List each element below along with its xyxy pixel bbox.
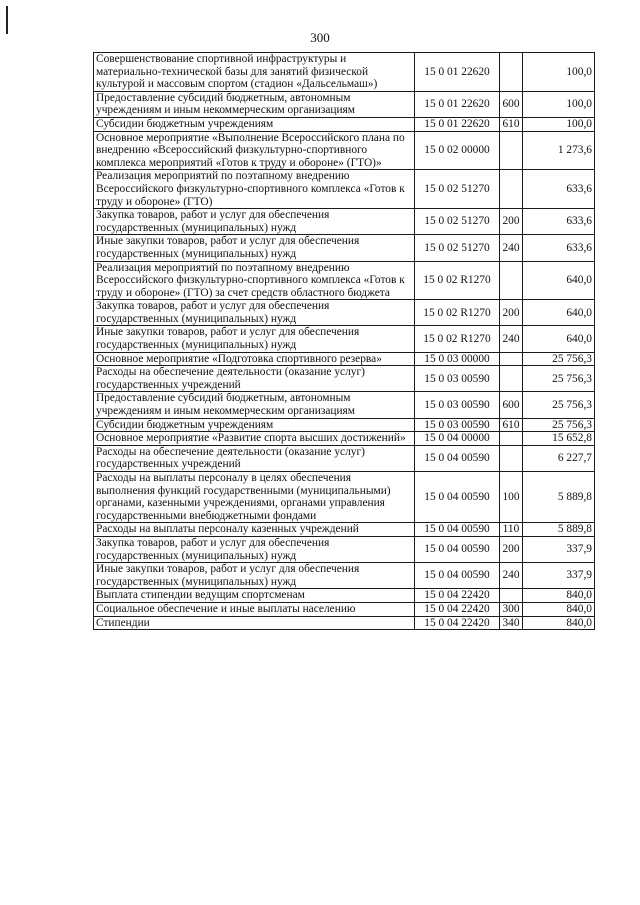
row-code-cell: 15 0 04 00590	[415, 523, 500, 537]
row-name-cell: Расходы на выплаты персоналу казенных учреждений	[94, 523, 415, 537]
table-row	[94, 300, 595, 326]
row-code-cell: 15 0 04 22420	[415, 616, 500, 630]
row-code-cell: 15 0 03 00590	[415, 418, 500, 432]
row-code-cell: 15 0 04 00590	[415, 563, 500, 589]
row-name-cell: Основное мероприятие «Развитие спорта высших достижений»	[94, 432, 415, 446]
row-sum-cell: 100,0	[523, 117, 595, 131]
row-name-cell: Закупка товаров, работ и услуг для обеспечения государственных (муниципальных) нужд	[94, 300, 415, 326]
row-name-cell: Реализация мероприятий по поэтапному внедрению Всероссийского физкультурно-спортивного комплекса «Готов к труду и обороне» (ГТО) за счет средств областного бюджета	[94, 261, 415, 300]
row-code-cell: 15 0 04 00590	[415, 472, 500, 523]
row-type-cell	[500, 366, 523, 392]
row-type-cell: 600	[500, 91, 523, 117]
row-code-cell: 15 0 03 00590	[415, 366, 500, 392]
budget-table	[93, 52, 595, 630]
row-code-cell: 15 0 02 R1270	[415, 326, 500, 352]
row-code-cell: 15 0 04 22420	[415, 602, 500, 616]
row-type-cell: 240	[500, 326, 523, 352]
table-row	[94, 352, 595, 366]
row-name-cell: Иные закупки товаров, работ и услуг для обеспечения государственных (муниципальных) нужд	[94, 235, 415, 261]
row-type-cell	[500, 131, 523, 170]
row-name-cell: Субсидии бюджетным учреждениям	[94, 117, 415, 131]
row-code-cell: 15 0 04 00590	[415, 445, 500, 471]
table-row	[94, 209, 595, 235]
row-sum-cell: 25 756,3	[523, 352, 595, 366]
row-name-cell: Закупка товаров, работ и услуг для обеспечения государственных (муниципальных) нужд	[94, 536, 415, 562]
table-row	[94, 326, 595, 352]
budget-table-body	[94, 53, 595, 630]
row-type-cell: 340	[500, 616, 523, 630]
row-sum-cell: 840,0	[523, 616, 595, 630]
row-code-cell: 15 0 04 00590	[415, 536, 500, 562]
row-type-cell	[500, 170, 523, 209]
row-name-cell: Предоставление субсидий бюджетным, автономным учреждениям и иным некоммерческим организациям	[94, 392, 415, 418]
table-row	[94, 523, 595, 537]
row-sum-cell: 6 227,7	[523, 445, 595, 471]
row-type-cell: 200	[500, 209, 523, 235]
row-name-cell: Расходы на выплаты персоналу в целях обеспечения выполнения функций государственными (муниципальными) органами, казенными учреждениями, органами управления государственными внебюджетными фондами	[94, 472, 415, 523]
row-type-cell	[500, 432, 523, 446]
row-code-cell: 15 0 02 R1270	[415, 300, 500, 326]
table-row	[94, 589, 595, 603]
row-name-cell: Стипендии	[94, 616, 415, 630]
table-row	[94, 91, 595, 117]
row-sum-cell: 100,0	[523, 53, 595, 92]
row-name-cell: Иные закупки товаров, работ и услуг для обеспечения государственных (муниципальных) нужд	[94, 326, 415, 352]
row-type-cell: 600	[500, 392, 523, 418]
row-sum-cell: 100,0	[523, 91, 595, 117]
row-code-cell: 15 0 02 R1270	[415, 261, 500, 300]
row-sum-cell: 633,6	[523, 235, 595, 261]
row-type-cell: 110	[500, 523, 523, 537]
table-row	[94, 117, 595, 131]
row-name-cell: Реализация мероприятий по поэтапному внедрению Всероссийского физкультурно-спортивного комплекса «Готов к труду и обороне» (ГТО)	[94, 170, 415, 209]
row-code-cell: 15 0 02 00000	[415, 131, 500, 170]
row-sum-cell: 5 889,8	[523, 472, 595, 523]
row-type-cell: 240	[500, 235, 523, 261]
row-code-cell: 15 0 01 22620	[415, 117, 500, 131]
table-row	[94, 170, 595, 209]
row-type-cell	[500, 589, 523, 603]
row-type-cell	[500, 445, 523, 471]
row-name-cell: Совершенствование спортивной инфраструктуры и материально-технической базы для занятий физической культурой и массовым спортом (стадион «Дальсельмаш»)	[94, 53, 415, 92]
row-type-cell: 610	[500, 418, 523, 432]
row-type-cell: 200	[500, 300, 523, 326]
row-code-cell: 15 0 02 51270	[415, 209, 500, 235]
row-type-cell	[500, 352, 523, 366]
table-row	[94, 602, 595, 616]
row-sum-cell: 25 756,3	[523, 392, 595, 418]
row-code-cell: 15 0 03 00000	[415, 352, 500, 366]
table-row	[94, 53, 595, 92]
row-sum-cell: 640,0	[523, 300, 595, 326]
table-row	[94, 432, 595, 446]
table-row	[94, 235, 595, 261]
row-type-cell: 200	[500, 536, 523, 562]
row-sum-cell: 633,6	[523, 170, 595, 209]
row-sum-cell: 640,0	[523, 261, 595, 300]
row-code-cell: 15 0 02 51270	[415, 170, 500, 209]
row-code-cell: 15 0 03 00590	[415, 392, 500, 418]
table-row	[94, 366, 595, 392]
row-sum-cell: 633,6	[523, 209, 595, 235]
row-type-cell: 610	[500, 117, 523, 131]
row-sum-cell: 1 273,6	[523, 131, 595, 170]
row-type-cell	[500, 53, 523, 92]
row-type-cell: 100	[500, 472, 523, 523]
row-sum-cell: 640,0	[523, 326, 595, 352]
row-name-cell: Основное мероприятие «Выполнение Всероссийского плана по внедрению «Всероссийский физкультурно-спортивного комплекса мероприятий «Готов к труду и обороне» (ГТО)»	[94, 131, 415, 170]
row-name-cell: Основное мероприятие «Подготовка спортивного резерва»	[94, 352, 415, 366]
page-number: 300	[310, 30, 330, 45]
row-code-cell: 15 0 01 22620	[415, 53, 500, 92]
row-name-cell: Выплата стипендии ведущим спортсменам	[94, 589, 415, 603]
row-code-cell: 15 0 04 00000	[415, 432, 500, 446]
row-sum-cell: 15 652,8	[523, 432, 595, 446]
row-name-cell: Расходы на обеспечение деятельности (оказание услуг) государственных учреждений	[94, 366, 415, 392]
row-name-cell: Расходы на обеспечение деятельности (оказание услуг) государственных учреждений	[94, 445, 415, 471]
row-sum-cell: 25 756,3	[523, 366, 595, 392]
table-row	[94, 536, 595, 562]
table-row	[94, 418, 595, 432]
row-sum-cell: 5 889,8	[523, 523, 595, 537]
table-row	[94, 563, 595, 589]
row-type-cell: 300	[500, 602, 523, 616]
row-sum-cell: 337,9	[523, 536, 595, 562]
row-code-cell: 15 0 01 22620	[415, 91, 500, 117]
row-sum-cell: 840,0	[523, 602, 595, 616]
row-sum-cell: 840,0	[523, 589, 595, 603]
row-type-cell	[500, 261, 523, 300]
table-row	[94, 616, 595, 630]
row-sum-cell: 25 756,3	[523, 418, 595, 432]
row-code-cell: 15 0 04 22420	[415, 589, 500, 603]
row-name-cell: Социальное обеспечение и иные выплаты населению	[94, 602, 415, 616]
table-row	[94, 472, 595, 523]
row-code-cell: 15 0 02 51270	[415, 235, 500, 261]
table-row	[94, 131, 595, 170]
row-sum-cell: 337,9	[523, 563, 595, 589]
row-name-cell: Предоставление субсидий бюджетным, автономным учреждениям и иным некоммерческим организациям	[94, 91, 415, 117]
row-name-cell: Субсидии бюджетным учреждениям	[94, 418, 415, 432]
row-type-cell: 240	[500, 563, 523, 589]
table-row	[94, 392, 595, 418]
table-row	[94, 445, 595, 471]
row-name-cell: Иные закупки товаров, работ и услуг для обеспечения государственных (муниципальных) нужд	[94, 563, 415, 589]
table-row	[94, 261, 595, 300]
row-name-cell: Закупка товаров, работ и услуг для обеспечения государственных (муниципальных) нужд	[94, 209, 415, 235]
